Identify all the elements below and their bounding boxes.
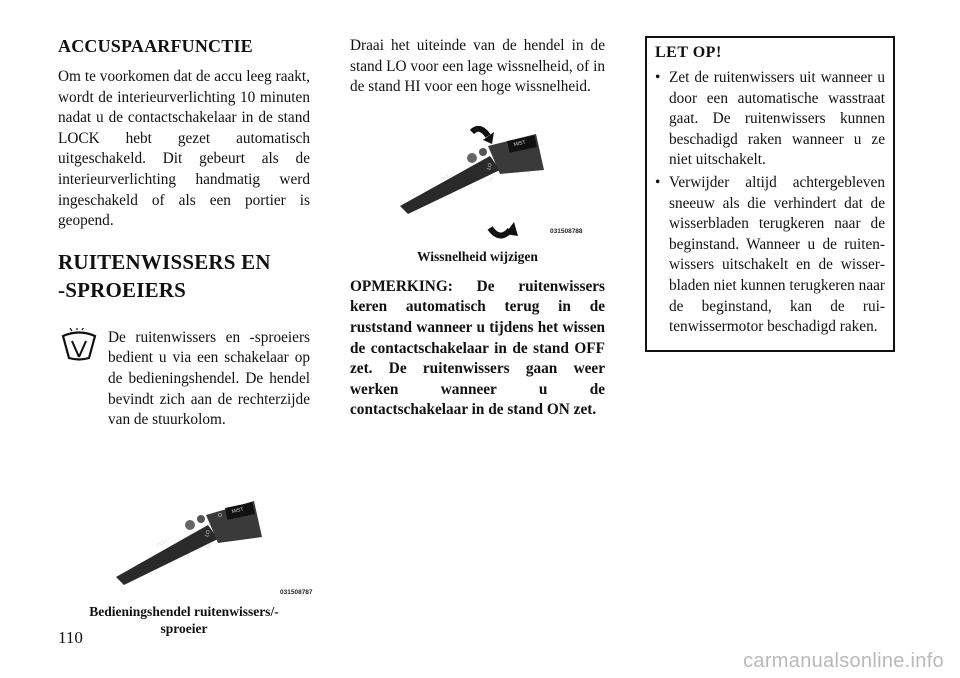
speed-lever-text-hi: HI <box>488 175 496 183</box>
caution-title: LET OP! <box>655 44 722 61</box>
figure-caption-line1: Bedieningshendel ruitenwissers/- <box>89 603 279 619</box>
page-number: 110 <box>58 628 83 647</box>
lever-text-pull: PULL <box>156 537 170 549</box>
column-right <box>645 36 895 352</box>
column-middle <box>350 36 605 421</box>
watermark: carmanualsonline.info <box>743 650 944 672</box>
figure-wiper-lever <box>58 467 313 596</box>
heading-ruitenwissers-line1: RUITENWISSERS EN <box>58 249 271 274</box>
speed-lever-text-mist: MIST <box>513 139 527 148</box>
caution-item <box>655 68 885 171</box>
caution-list <box>655 68 885 338</box>
caution-item-text: Verwijder altijd achtergebleven sneeuw als die verhindert dat de wisserbladen terugkeren naar de beginstand. Wanneer u de ruitenwissers uitschakelt en de wisserbladen niet kunnen terugkeren naar de beginstand, kan de ruitenwissermotor beschadigd raken. <box>669 173 885 336</box>
lever-text-mist: MIST <box>231 506 245 515</box>
figure-caption-line2: sproeier <box>160 620 208 636</box>
paragraph-wiper-speed: Draai het uiteinde van de hendel in de stand LO voor een lage wissnelheid, of in de stand HI voor een hoge wissnelheid. <box>350 37 605 96</box>
caution-item-text: Zet de ruitenwissers uit wanneer u door een automatische wasstraat gaat. De ruitenwissers kunnen beschadigd raken wanneer u ze niet uitschakelt. <box>669 69 885 169</box>
figure-caption <box>58 603 310 637</box>
wiper-lever-illustration <box>58 467 310 587</box>
lever-text-lo: LO <box>204 529 212 538</box>
figure-code: 031508788 <box>550 227 583 235</box>
lever-text-hi: HI <box>206 542 214 550</box>
heading-ruitenwissers-line2: -SPROEIERS <box>58 277 187 302</box>
windshield-wiper-icon <box>60 328 98 362</box>
figure-caption: Wissnelheid wijzigen <box>417 248 538 264</box>
wiper-intro-paragraph: De ruitenwissers en -sproeiers bedient u via een schakelaar op de bedieningshendel. De hendel bevindt zich aan de rechterzijde van de stuurkolom. <box>108 328 310 429</box>
heading-accuspaarfunctie: ACCUSPAARFUNCTIE <box>58 36 253 56</box>
figure-code: 031508787 <box>280 588 313 596</box>
column-left <box>58 36 313 637</box>
lever-text-o: O <box>218 512 222 519</box>
speed-lever-text-lo: LO <box>486 162 494 171</box>
bullet-icon: • <box>655 69 661 86</box>
heading-ruitenwissers <box>58 248 310 304</box>
paragraph-battery-saver: Om te voorkomen dat de accu leeg raakt, wordt de interieurverlichting 10 minuten nadat u de contactschakelaar in de stand LOCK hebt gezet automatisch uitgeschakeld. Dit gebeurt als de interieurverlichting handmatig werd ingeschakeld of als een portier is geopend. <box>58 68 310 230</box>
caution-box <box>645 36 895 352</box>
wiper-intro-block <box>58 328 310 431</box>
speed-lever-text-pull: PULL <box>440 171 454 183</box>
figure-wiper-speed <box>350 126 605 246</box>
bullet-icon: • <box>655 173 661 191</box>
note-paragraph: OPMERKING: De ruitenwissers keren automatisch terug in de ruststand wanneer u tijdens het wissen de contactschakelaar in de stand OFF zet. De ruitenwissers gaan weer werken wanneer u de contactschakelaar in de stand ON zet. <box>350 277 605 419</box>
caution-item <box>655 173 885 338</box>
